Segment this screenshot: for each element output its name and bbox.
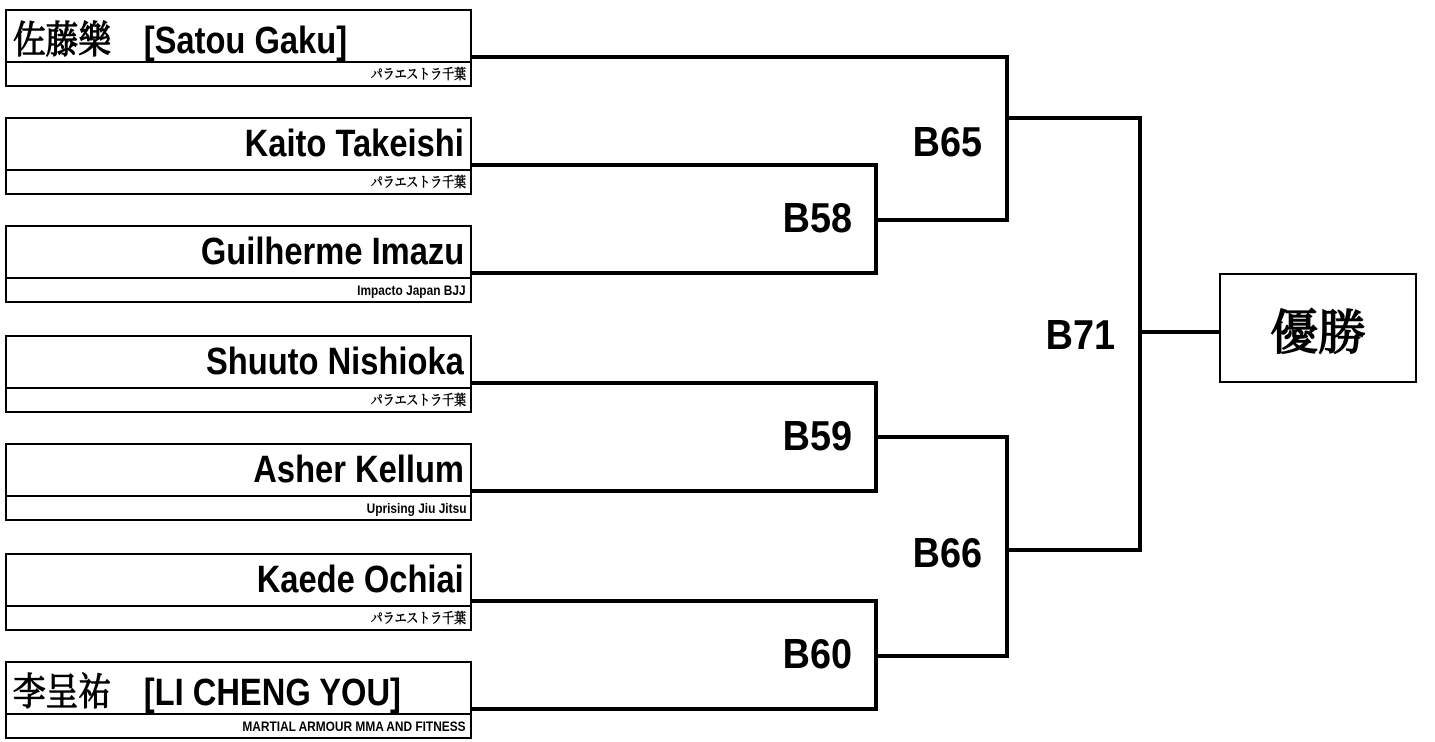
match-label-b59: B59 [782, 412, 852, 459]
player-team-box [5, 387, 472, 413]
player-entry-7 [5, 661, 472, 739]
player-name: Kaito Takeishi [244, 122, 464, 165]
player-name: 佐藤樂 [Satou Gaku] [13, 19, 348, 62]
match-label-b65: B65 [912, 118, 982, 165]
player-entry-2 [5, 117, 472, 195]
bracket-line-p1 [472, 57, 1007, 118]
player-team-box [5, 495, 472, 521]
player-team: パラエストラ千葉 [370, 174, 466, 190]
player-name-box [5, 9, 472, 61]
player-name: 李呈祐 [LI CHENG YOU] [13, 671, 401, 714]
match-label-b60: B60 [782, 630, 852, 677]
match-label-b66: B66 [912, 529, 982, 576]
player-team: パラエストラ千葉 [370, 392, 466, 408]
match-label-b71: B71 [1045, 311, 1115, 358]
player-team-box [5, 61, 472, 87]
player-name: Shuuto Nishioka [206, 340, 464, 383]
player-team: Uprising Jiu Jitsu [366, 500, 466, 516]
player-team-box [5, 605, 472, 631]
player-team: MARTIAL ARMOUR MMA AND FITNESS [242, 718, 466, 734]
player-name-box [5, 661, 472, 713]
player-team-box [5, 277, 472, 303]
player-team: パラエストラ千葉 [370, 610, 466, 626]
player-entry-1 [5, 9, 472, 87]
match-label-b58: B58 [782, 194, 852, 241]
player-name-box [5, 553, 472, 605]
player-name-box [5, 225, 472, 277]
player-name: Kaede Ochiai [256, 558, 464, 601]
player-team-box [5, 713, 472, 739]
player-name: Guilherme Imazu [200, 230, 464, 273]
bracket-line-b65-out [1007, 118, 1140, 332]
champion-label: 優勝 [1269, 306, 1366, 360]
player-name-box [5, 335, 472, 387]
player-entry-6 [5, 553, 472, 631]
player-name-box [5, 443, 472, 495]
player-team: パラエストラ千葉 [370, 66, 466, 82]
player-entry-3 [5, 225, 472, 303]
player-name-box [5, 117, 472, 169]
player-name: Asher Kellum [253, 448, 464, 491]
player-team-box [5, 169, 472, 195]
player-entry-4 [5, 335, 472, 413]
champion-box [1219, 273, 1417, 383]
player-entry-5 [5, 443, 472, 521]
player-team: Impacto Japan BJJ [357, 282, 466, 298]
bracket-line-b66-out [1007, 332, 1140, 550]
